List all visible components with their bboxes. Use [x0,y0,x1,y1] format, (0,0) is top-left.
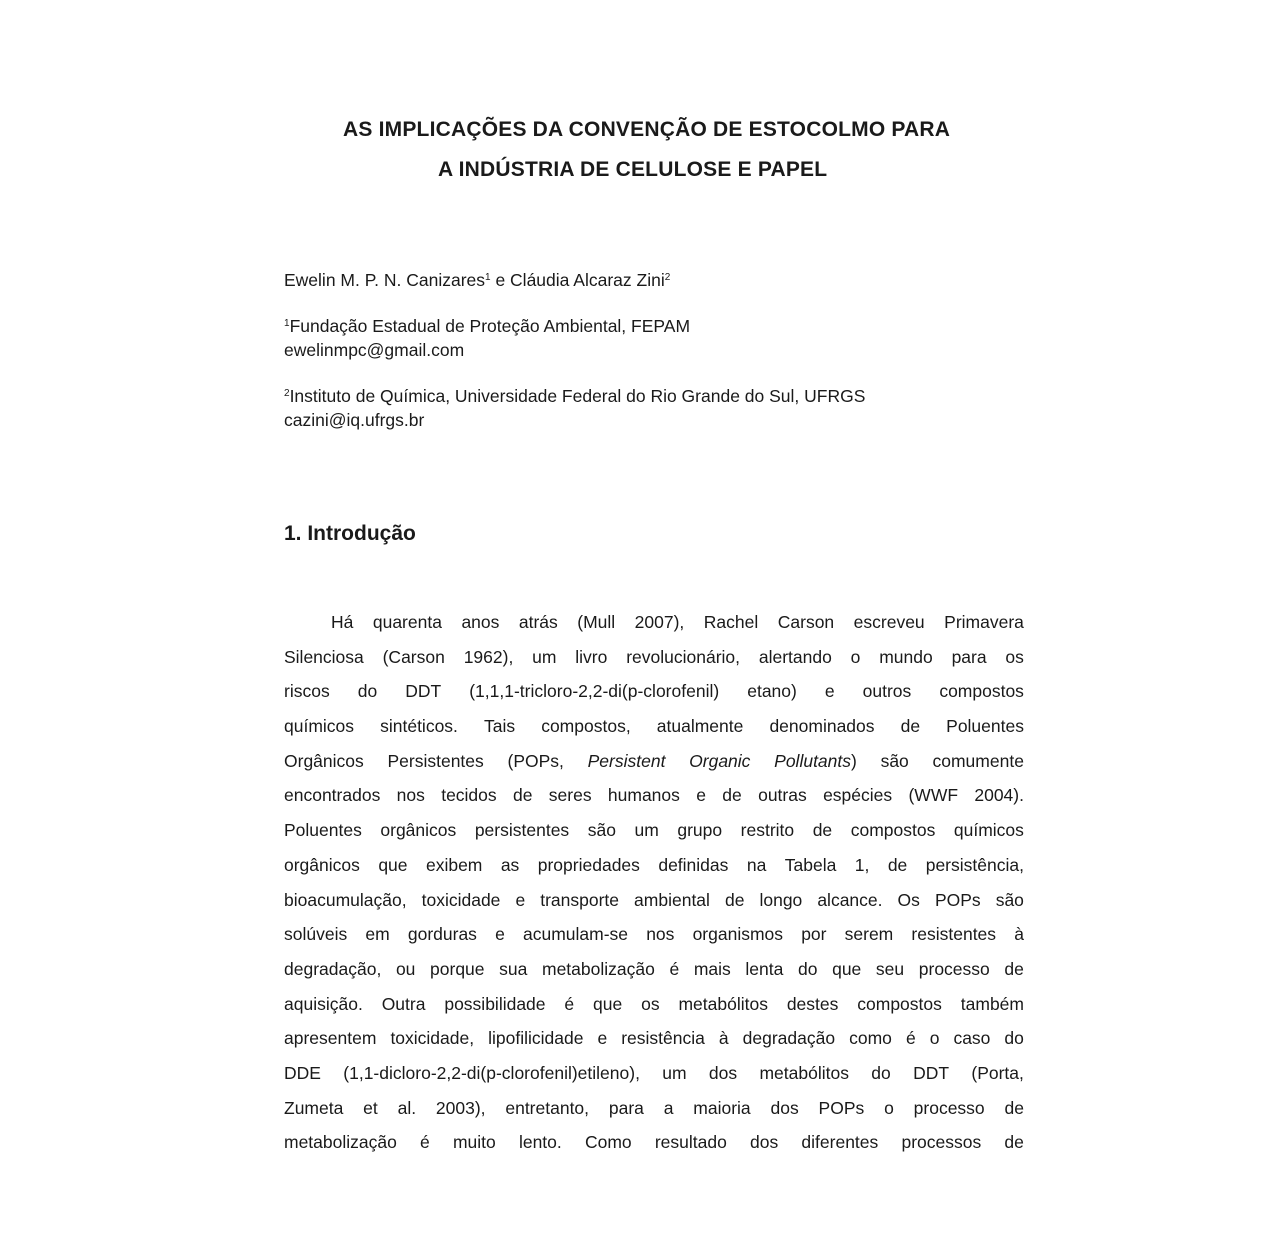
author-affiliation-marker: 1 [485,272,491,283]
word: mais [693,958,731,979]
word: Persistentes [387,750,484,771]
word: (WWF [908,785,959,806]
word: e [696,785,706,806]
word: revolucionário, [626,646,741,667]
word: para [951,646,987,667]
word: definidas [658,854,729,875]
word: POPs [934,889,981,910]
word: que [593,993,623,1014]
word: compostos [857,993,942,1014]
word: na [746,854,767,875]
word: propriedades [537,854,640,875]
word: e [495,924,505,945]
paragraph-line [284,917,1024,952]
word: gorduras [407,924,477,945]
word: Orgânicos [284,750,364,771]
word: acumulam-se [522,924,629,945]
paragraph-line [284,952,1024,987]
word: de [1004,958,1024,979]
paragraph-line [284,744,1024,779]
word: compostos [850,820,936,841]
word: 1, [854,854,870,875]
word: 1962), [463,646,514,667]
word: mundo [879,646,933,667]
word: lipofilicidade [488,1028,584,1049]
word: degradação [742,1028,836,1049]
word: riscos [284,681,330,702]
word: (Porta, [971,1062,1024,1083]
word: e [597,1028,608,1049]
word: à [1014,924,1024,945]
word: processo [913,1097,985,1118]
word: Tabela [784,854,837,875]
paragraph-line [284,640,1024,675]
word: as [500,854,520,875]
word: (Mull [577,612,616,632]
word: Os [897,889,920,910]
introduction-paragraph [284,605,1024,1160]
word: Poluentes [284,820,362,841]
word: Zumeta [284,1097,344,1118]
word: dos [770,1097,799,1118]
word: etano) [747,681,797,702]
word: destes [786,993,839,1014]
word: metabolização [542,958,655,979]
word: Como [584,1132,632,1153]
word: como [849,1028,892,1049]
word: dos [750,1132,779,1153]
word: denominados [769,716,875,737]
word: escreveu [853,612,925,632]
word: grupo [677,820,723,841]
word: sua [499,958,528,979]
word: POPs [818,1097,865,1118]
word: restrito [740,820,795,841]
word: degradação, [284,958,382,979]
word: químicos [284,716,355,737]
word: resistência [621,1028,705,1049]
paragraph-line [284,813,1024,848]
word: é [564,993,575,1014]
affiliation-marker: 2 [284,388,290,399]
word: longo [759,889,803,910]
word: toxicidade, [390,1028,475,1049]
word: alertando [758,646,832,667]
section-heading: 1. Introdução [284,522,416,545]
word: toxicidade [421,889,501,910]
word: caso [953,1028,991,1049]
word: do [357,681,378,702]
word: maioria [693,1097,751,1118]
word: e [824,681,835,702]
word: um [532,646,557,667]
word: de [722,785,742,806]
word: são [587,820,616,841]
word: um [634,820,659,841]
word: os [641,993,660,1014]
word: persistentes [474,820,570,841]
word: nos [396,785,425,806]
affiliation-email: ewelinmpc@gmail.com [284,340,465,360]
word: Carson [777,612,835,632]
affiliation-block [284,314,690,362]
paragraph-line [284,1056,1024,1091]
word: ambiental [634,889,710,910]
affiliation-institution: $^1$Fundação Estadual de Proteção Ambiental, FEPAM [284,316,691,336]
word: do [798,958,818,979]
word: seu [875,958,905,979]
word: DDE [284,1062,321,1083]
word: bioacumulação, [284,889,407,910]
word: de [812,820,833,841]
paragraph-line [284,848,1024,883]
paragraph-line [284,1125,1024,1160]
word: é [420,1132,430,1153]
word: orgânicos [284,854,360,875]
author-affiliation-marker: 2 [664,272,671,283]
word: 2003), [435,1097,486,1118]
word: Silenciosa [284,646,364,667]
word: 2004). [974,785,1024,806]
word: metabólitos [759,1062,849,1083]
word: também [960,993,1024,1014]
word: que [378,854,408,875]
author-list [284,268,670,292]
word: entretanto, [505,1097,590,1118]
word: aquisição. [284,993,363,1014]
word: comumente [932,750,1024,771]
word: Há [331,612,354,632]
word: espécies [823,785,893,806]
word: Poluentes [946,716,1024,737]
word: por [801,924,827,945]
word: exibem [425,854,483,875]
word: do [1004,1028,1024,1049]
word: (1,1,1-tricloro-2,2-di(p-clorofenil) [469,681,720,702]
word: são [995,889,1024,910]
word: lenta [745,958,784,979]
word: processos [901,1132,982,1153]
paragraph-line [284,987,1024,1022]
word: atrás [518,612,558,632]
paper-title-line-1: AS IMPLICAÇÕES DA CONVENÇÃO DE ESTOCOLMO PARA [343,118,951,141]
word: organismos [692,924,784,945]
word: solúveis [284,924,348,945]
paper-title-line-2: A INDÚSTRIA DE CELULOSE E PAPEL [438,158,828,181]
word: (1,1-dicloro-2,2-di(p-clorofenil)etileno), [343,1062,640,1083]
word: dos [708,1062,738,1083]
word: de [900,716,921,737]
word: é [905,1028,916,1049]
affiliation-block [284,384,865,432]
word: muito [452,1132,496,1153]
word: de [1004,1097,1024,1118]
word: compostos [939,681,1024,702]
paragraph-line [284,605,1024,640]
word: Primavera [944,612,1024,632]
word: (Carson [382,646,445,667]
word: DDT [405,681,442,702]
word: seres [548,785,592,806]
paragraph-line [284,1091,1024,1126]
paragraph-line [284,709,1024,744]
word: encontrados [284,785,381,806]
word: diferentes [801,1132,879,1153]
word: transporte [540,889,620,910]
word: anos [461,612,500,632]
word: porque [430,958,485,979]
affiliation-marker: 1 [284,318,290,329]
word: os [1005,646,1024,667]
paragraph-line [284,674,1024,709]
word: alcance. [817,889,883,910]
word: um [662,1062,687,1083]
word: metabólitos [678,993,768,1014]
word: DDT [913,1062,950,1083]
word: de [512,785,533,806]
word: Rachel [703,612,759,632]
word: persistência, [925,854,1024,875]
paragraph-line [284,1021,1024,1056]
word: que [832,958,862,979]
word: de [724,889,745,910]
word: et [363,1097,378,1118]
word: tecidos [441,785,497,806]
word: metabolização [284,1132,397,1153]
word: livro [575,646,608,667]
author-name: Cláudia Alcaraz Zini [510,270,665,290]
word: (POPs, [507,750,564,771]
word: Pollutants) [774,750,857,771]
word: outros [862,681,912,702]
word: 2007), [634,612,685,632]
word: resistentes [911,924,997,945]
word: nos [646,924,675,945]
word: de [1004,1132,1024,1153]
word: a [663,1097,674,1118]
word: em [365,924,390,945]
paragraph-line [284,778,1024,813]
word: o [884,1097,894,1118]
word: e [515,889,526,910]
word: compostos, [541,716,631,737]
paragraph-line [284,883,1024,918]
word: Persistent [587,750,666,771]
word: são [880,750,909,771]
word: atualmente [656,716,744,737]
word: orgânicos [380,820,457,841]
word: outras [758,785,807,806]
word: al. [397,1097,417,1118]
affiliation-email: cazini@iq.ufrgs.br [284,410,425,430]
word: processo [918,958,990,979]
author-connector: e [490,270,511,290]
word: ou [395,958,416,979]
word: o [850,646,861,667]
word: do [871,1062,891,1083]
word: Organic [689,750,751,771]
word: Tais [484,716,516,737]
affiliation-institution: $^2$Instituto de Química, Universidade Federal do Rio Grande do Sul, UFRGS [284,386,866,406]
word: de [887,854,908,875]
word: humanos [607,785,680,806]
word: sintéticos. [380,716,458,737]
word: possibilidade [444,993,546,1014]
word: apresentem [284,1028,377,1049]
word: resultado [654,1132,727,1153]
word: Outra [381,993,426,1014]
word: quarenta [372,612,442,632]
word: o [929,1028,940,1049]
word: serem [844,924,894,945]
word: à [718,1028,729,1049]
word: químicos [953,820,1024,841]
word: lento. [518,1132,562,1153]
word: é [669,958,680,979]
word: para [608,1097,644,1118]
author-name: Ewelin M. P. N. Canizares [284,270,486,290]
